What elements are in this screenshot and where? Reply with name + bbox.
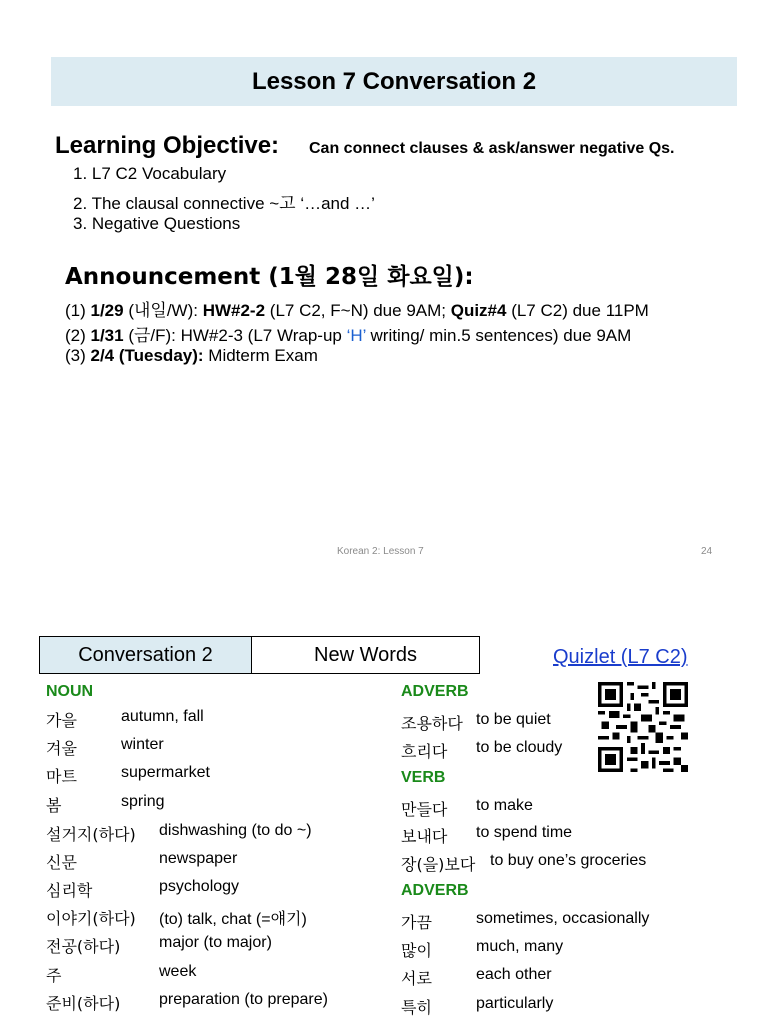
objective-label: Learning Objective: — [55, 132, 280, 159]
noun-english: autumn, fall — [121, 708, 204, 725]
adverb-korean: 조용하다 — [401, 714, 463, 733]
verb-korean: 보내다 — [401, 827, 448, 846]
announcement-title: Announcement (1월 28일 화요일): — [65, 264, 474, 290]
noun-english: newspaper — [159, 850, 238, 867]
vocab-header-right: New Words — [314, 644, 417, 666]
adverb-english: to be quiet — [476, 711, 551, 728]
footer-course: Korean 2: Lesson 7 — [337, 546, 424, 557]
noun-english: spring — [121, 793, 165, 810]
adverb-korean: 특히 — [401, 998, 432, 1017]
adverb-korean: 많이 — [401, 941, 432, 960]
vocab-header-left: Conversation 2 — [40, 637, 252, 673]
noun-korean: 이야기(하다) — [46, 909, 136, 928]
announcement-item-2: (2) 1/31 (금/F): HW#2-3 (L7 Wrap-up ‘H’ writing/ min.5 sentences) due 9AM — [65, 326, 632, 345]
adverb-english: particularly — [476, 995, 554, 1012]
verb-english: to spend time — [476, 824, 573, 841]
noun-category-label: NOUN — [46, 683, 94, 700]
adverb-category-label: ADVERB — [401, 683, 469, 700]
noun-english: winter — [121, 736, 164, 753]
adverb-korean: 흐리다 — [401, 742, 448, 761]
adverb-english: sometimes, occasionally — [476, 910, 650, 927]
footer-page-number: 24 — [701, 546, 713, 557]
noun-english: psychology — [159, 878, 240, 895]
slide-title: Lesson 7 Conversation 2 — [251, 68, 537, 95]
noun-korean: 설거지(하다) — [46, 825, 136, 844]
adverb-korean: 가끔 — [401, 913, 432, 932]
noun-korean: 전공(하다) — [46, 937, 121, 956]
noun-korean: 심리학 — [46, 881, 93, 900]
noun-english: (to) talk, chat (=얘기) — [159, 911, 307, 928]
noun-korean: 봄 — [46, 796, 62, 815]
adverb-korean: 서로 — [401, 969, 432, 988]
adverb-english: to be cloudy — [476, 739, 563, 756]
announcement-item-1: (1) 1/29 (내일/W): HW#2-2 (L7 C2, F~N) due 9AM; Quiz#4 (L7 C2) due 11PM — [65, 301, 649, 320]
verb-category-label: VERB — [401, 769, 446, 786]
objective-item: 3. Negative Questions — [73, 214, 241, 233]
noun-korean: 마트 — [46, 767, 77, 786]
noun-korean: 겨울 — [46, 739, 77, 758]
noun-english: supermarket — [121, 764, 210, 781]
noun-korean: 신문 — [46, 853, 77, 872]
noun-english: preparation (to prepare) — [159, 991, 328, 1008]
verb-english: to make — [476, 797, 533, 814]
objective-item: 2. The clausal connective ~고 ‘…and …’ — [73, 194, 375, 213]
noun-korean: 가을 — [46, 711, 77, 730]
noun-english: dishwashing (to do ~) — [159, 822, 312, 839]
adverb-english: much, many — [476, 938, 564, 955]
adverb-category-label: ADVERB — [401, 882, 469, 899]
adverb-english: each other — [476, 966, 552, 983]
quizlet-link[interactable]: Quizlet (L7 C2) — [553, 646, 688, 668]
noun-korean: 준비(하다) — [46, 994, 121, 1013]
announcement-item-3: (3) 2/4 (Tuesday): Midterm Exam — [65, 346, 318, 365]
verb-korean: 장(을)보다 — [401, 855, 476, 874]
noun-english: major (to major) — [159, 934, 272, 951]
objective-item: 1. L7 C2 Vocabulary — [73, 164, 227, 183]
noun-english: week — [159, 963, 197, 980]
verb-english: to buy one’s groceries — [490, 852, 647, 869]
objective-text: Can connect clauses & ask/answer negative Qs. — [309, 140, 675, 157]
verb-korean: 만들다 — [401, 800, 448, 819]
noun-korean: 주 — [46, 966, 62, 985]
vocab-header-table — [39, 636, 480, 674]
qr-code-icon — [598, 682, 688, 772]
